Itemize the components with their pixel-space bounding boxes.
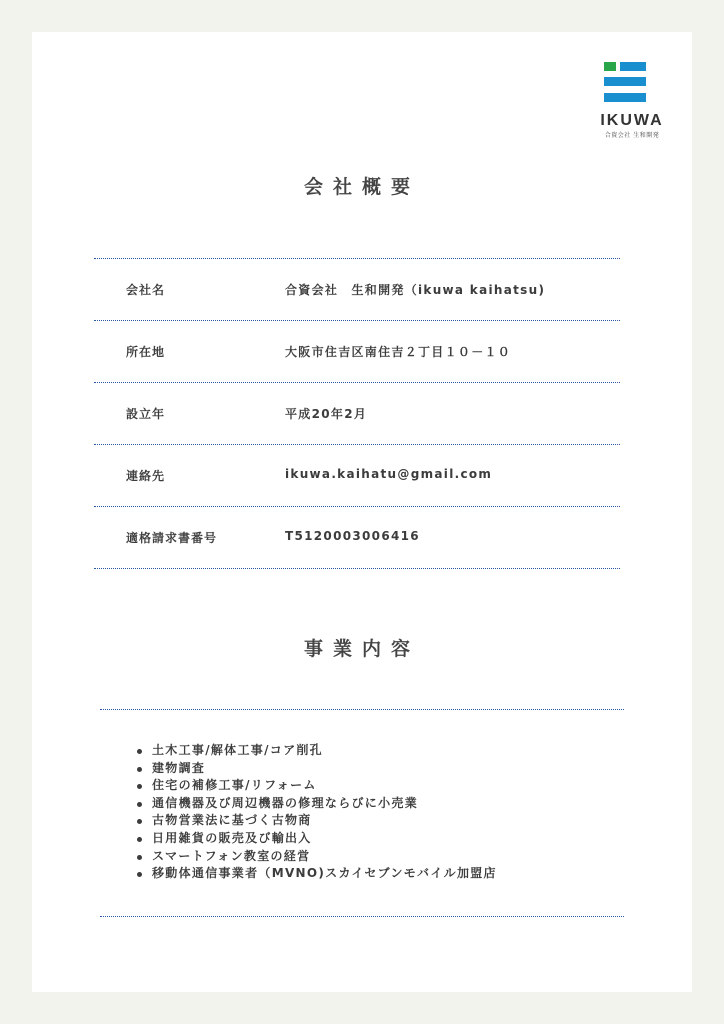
info-value: T5120003006416: [285, 529, 420, 543]
divider: [100, 709, 624, 710]
logo-blue-bar: [620, 62, 646, 71]
list-item: [134, 777, 497, 795]
logo-subtitle: 合資会社 生和開発: [604, 132, 660, 139]
logo-blue-bar: [604, 77, 646, 86]
document-page: [32, 32, 692, 992]
list-item-text: 住宅の補修工事/リフォーム: [152, 778, 317, 793]
bullet-icon: [137, 802, 142, 807]
company-logo: [584, 60, 680, 140]
divider: [94, 568, 620, 569]
info-label: 所在地: [126, 345, 166, 359]
info-value: 平成20年2月: [285, 407, 368, 421]
list-item: [134, 760, 497, 778]
list-item-text: 土木工事/解体工事/コア削孔: [152, 743, 323, 757]
info-value: 合資会社 生和開発（ikuwa kaihatsu): [285, 283, 546, 297]
bullet-icon: [137, 872, 142, 877]
bullet-icon: [137, 767, 142, 772]
info-label: 会社名: [126, 283, 166, 297]
info-row: [94, 507, 620, 568]
list-item: [134, 830, 497, 848]
info-row: [94, 321, 620, 382]
divider: [100, 916, 624, 917]
bullet-icon: [137, 784, 142, 789]
list-item-text: 移動体通信事業者（MVNO)スカイセブンモバイル加盟店: [152, 866, 497, 881]
info-value-email[interactable]: ikuwa.kaihatu@gmail.com: [285, 467, 493, 481]
info-label: 連絡先: [126, 469, 166, 483]
business-title: 事業内容: [303, 638, 420, 660]
info-label: 適格請求書番号: [126, 531, 218, 545]
list-item: [134, 795, 497, 813]
logo-blue-bar: [604, 93, 646, 102]
list-item: [134, 742, 497, 760]
business-list: [134, 742, 497, 883]
company-info-table: [94, 258, 620, 569]
list-item-text: 古物営業法に基づく古物商: [152, 813, 312, 828]
info-value: 大阪市住吉区南住吉２丁目１０－１０: [285, 345, 512, 359]
list-item: [134, 865, 497, 883]
list-item-text: 建物調査: [152, 760, 206, 775]
bullet-icon: [137, 837, 142, 842]
info-row: [94, 259, 620, 320]
list-item-text: 通信機器及び周辺機器の修理ならびに小売業: [152, 795, 419, 810]
bullet-icon: [137, 855, 142, 860]
list-item: [134, 848, 497, 866]
company-overview-title: 会社概要: [303, 176, 420, 198]
bullet-icon: [137, 819, 142, 824]
logo-green-square: [604, 62, 616, 71]
info-row: [94, 445, 620, 506]
info-label: 設立年: [126, 407, 166, 421]
bullet-icon: [137, 749, 142, 754]
list-item: [134, 812, 497, 830]
info-row: [94, 383, 620, 444]
list-item-text: スマートフォン教室の経営: [152, 848, 311, 863]
logo-name: IKUWA: [600, 112, 664, 129]
list-item-text: 日用雑貨の販売及び輸出入: [152, 830, 312, 845]
